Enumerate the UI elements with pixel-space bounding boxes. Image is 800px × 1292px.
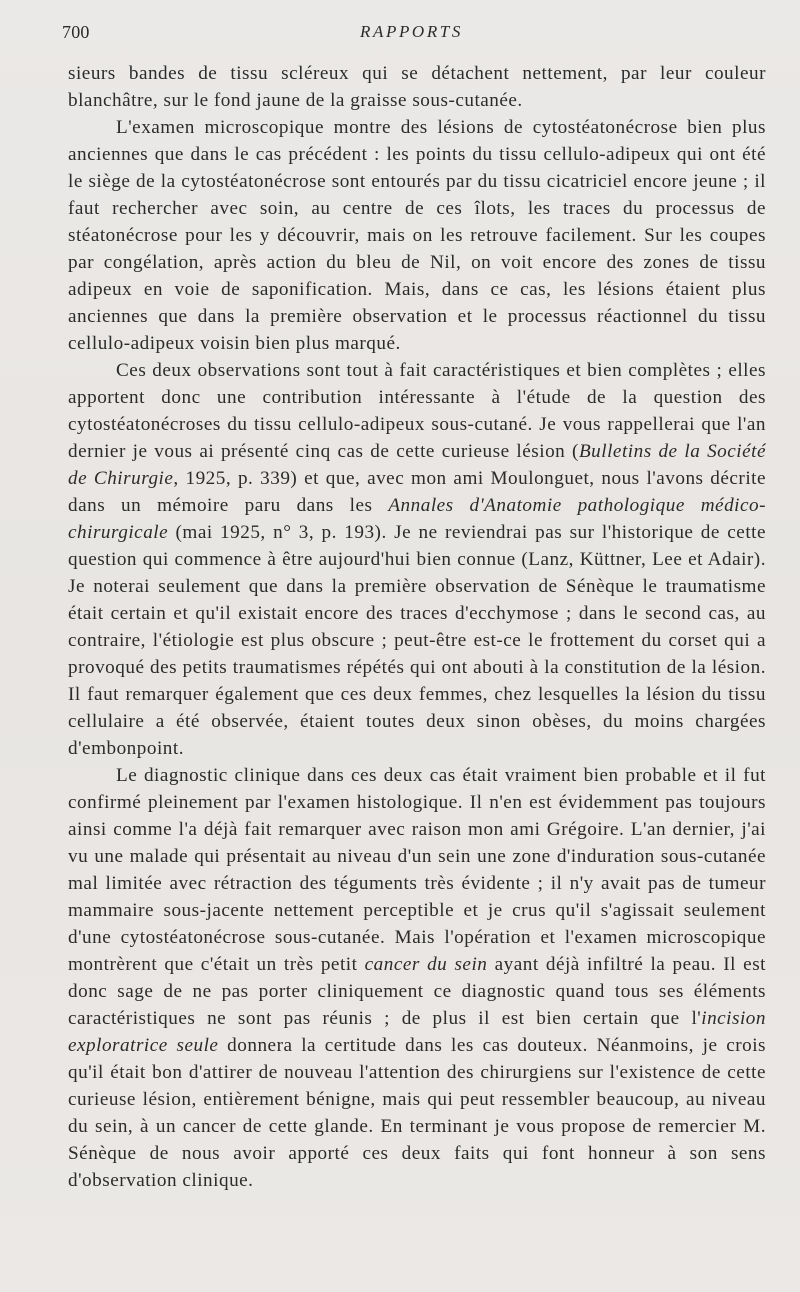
body-text — [68, 60, 766, 1194]
text-segment: sieurs bandes de tissu scléreux qui se détachent nettement, par leur couleur blanchâtre, sur le fond jaune de la graisse sous-cutanée. — [68, 63, 766, 111]
page-number: 700 — [62, 22, 90, 42]
text-segment: , 1925, p. 339) et que, avec mon ami Moulonguet, nous l'avons décrite dans un mémoire paru dans les — [68, 468, 766, 516]
emphasis-italic: incision exploratrice seule — [68, 1008, 766, 1056]
paragraph-diagnosis — [68, 762, 766, 1194]
emphasis-italic: cancer du sein — [364, 954, 488, 975]
page-header — [62, 22, 762, 50]
text-segment: L'examen microscopique montre des lésions de cytostéatonécrose bien plus anciennes que dans le cas précédent : les points du tissu cellulo-adipeux qui ont été le siège de la cytostéatonécrose sont entourés par du tissu cicatriciel encore jeune ; il faut rechercher avec soin, au centre de ces îlots, les traces du processus de stéatonécrose pour les y découvrir, mais on les retrouve facilement. Sur les coupes par congélation, après action du bleu de Nil, on voit encore des zones de tissu adipeux en voie de saponification. Mais, dans ce cas, les lésions étaient plus anciennes que dans la première observation et le processus réactionnel du tissu cellulo-adipeux voisin bien plus marqué. — [68, 117, 766, 354]
text-segment: ayant déjà infiltré la peau. Il est donc sage de ne pas porter cliniquement ce diagnostic quand tous ses éléments caractéristiques ne sont pas réunis ; de plus il est bien certain que l' — [68, 954, 766, 1029]
text-segment: donnera la certitude dans les cas douteux. Néanmoins, je crois qu'il était bon d'attirer de nouveau l'attention des chirurgiens sur l'existence de cette curieuse lésion, entièrement bénigne, mais qui peut ressembler beaucoup, au niveau du sein, à un cancer de cette glande. En terminant je vous propose de remercier M. Sénèque de nous avoir apporté ces deux faits qui font honneur à son sens d'observation clinique. — [68, 1035, 766, 1191]
paragraph-observations — [68, 357, 766, 762]
citation-italic: Annales d'Anatomie pathologique médico-chirurgicale — [68, 495, 767, 543]
text-segment: Le diagnostic clinique dans ces deux cas était vraiment bien probable et il fut confirmé pleinement par l'examen histologique. Il n'en est évidemment pas toujours ainsi comme l'a déjà fait remarquer avec raison mon ami Grégoire. L'an dernier, j'ai vu une malade qui présentait au niveau d'un sein une zone d'induration sous-cutanée mal limitée avec rétraction des téguments très évidente ; il n'y avait pas de tumeur mammaire sous-jacente nettement perceptible et je crus qu'il s'agissait seulement d'une cytostéatonécrose sous-cutanée. Mais l'opération et l'examen microscopique montrèrent que c'était un très petit — [68, 765, 766, 975]
text-segment: (mai 1925, n° 3, p. 193). Je ne reviendrai pas sur l'historique de cette question qui commence à être aujourd'hui bien connue (Lanz, Küttner, Lee et Adair). Je noterai seulement que dans la première observation de Sénèque le traumatisme était certain et qu'il existait encore des traces d'ecchymose ; dans le second cas, au contraire, l'étiologie est plus obscure ; peut-être est-ce le frottement du corset qui a provoqué des petits traumatismes répétés qui ont abouti à la constitution de la lésion. Il faut remarquer également que ces deux femmes, chez lesquelles la lésion du tissu cellulaire a été observée, étaient toutes deux sinon obèses, du moins chargées d'embonpoint. — [68, 522, 766, 759]
text-segment: Ces deux observations sont tout à fait caractéristiques et bien complètes ; elles apportent donc une contribution intéressante à l'étude de la question des cytostéatonécroses du tissu cellulo-adipeux sous-cutané. Je vous rappellerai que l'an dernier je vous ai présenté cinq cas de cette curieuse lésion ( — [68, 360, 766, 462]
paragraph-continuation — [68, 60, 766, 114]
running-title: RAPPORTS — [360, 22, 463, 41]
citation-italic: Bulletins de la Société de Chirurgie — [68, 441, 766, 489]
paragraph-microscopic-exam — [68, 114, 766, 357]
